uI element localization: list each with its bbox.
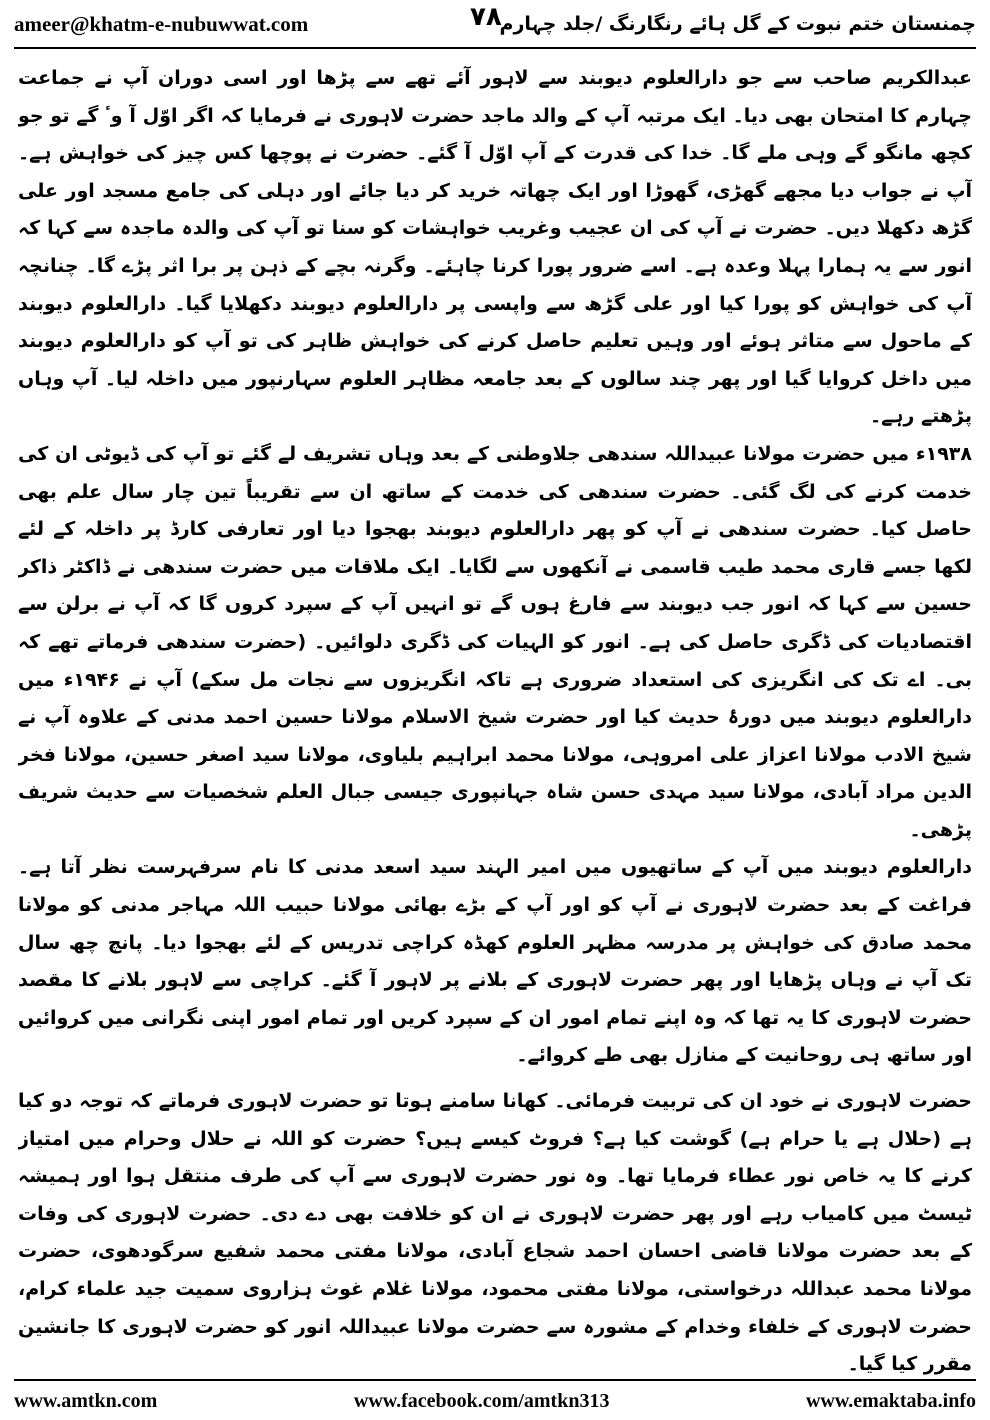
header-rule	[14, 47, 976, 49]
footer-link-emaktaba[interactable]: www.emaktaba.info	[805, 1389, 976, 1412]
footer-rule	[14, 1379, 976, 1381]
footer-link-amtkn[interactable]: www.amtkn.com	[14, 1389, 158, 1412]
book-title: چمنستان ختم نبوت کے گل ہائے رنگارنگ /جلد چہارم	[499, 13, 976, 35]
paragraph-2: ۱۹۳۸ء میں حضرت مولانا عبیداللہ سندھی جلاوطنی کے بعد وہاں تشریف لے گئے تو آپ کی ڈیوٹی ان کی خدمت کرنے کی لگ گئی۔ حضرت سندھی کی خدمت کے ساتھ ان سے تقریباً تین چار سال علم بھی حاصل کیا۔ حضرت سندھی نے آپ کو پھر دارالعلوم دیوبند بھجوا دیا اور تعارفی کارڈ پر داخلہ کے لئے لکھا جسے قاری محمد طیب قاسمی نے آنکھوں سے لگایا۔ ایک ملاقات میں حضرت سندھی نے ڈاکٹر ذاکر حسین سے کہا کہ انور جب دیوبند سے فارغ ہوں گے تو انہیں آپ کے سپرد کروں گا کہ آپ نے برلن سے اقتصادیات کی ڈگری حاصل کی ہے۔ انور کو الہیات کی ڈگری دلوائیں۔ (حضرت سندھی فرماتے تھے کہ بی۔ اے تک کی انگریزی کی استعداد ضروری ہے تاکہ انگریزوں سے نجات مل سکے) آپ نے ۱۹۴۶ء میں دارالعلوم دیوبند میں دورۂ حدیث کیا اور حضرت شیخ الاسلام مولانا حسین احمد مدنی کے علاوہ آپ نے شیخ الادب مولانا اعزاز علی امروہی، مولانا محمد ابراہیم بلیاوی، مولانا سید اصغر حسین، مولانا فخر الدین مراد آبادی، مولانا سید مہدی حسن شاہ جہانپوری جیسی جبال العلم شخصیات سے حدیث شریف پڑھی۔	[18, 442, 972, 841]
paragraph-1: عبدالکریم صاحب سے جو دارالعلوم دیوبند سے لاہور آئے تھے سے پڑھا اور اسی دوران آپ نے جماعت چہارم کا امتحان بھی دیا۔ ایک مرتبہ آپ کے والد ماجد حضرت لاہوری نے فرمایا کہ اگر اوّل آ وٴ گے تو جو کچھ مانگو گے وہی ملے گا۔ خدا کی قدرت کے آپ اوّل آ گئے۔ حضرت نے پوچھا کس چیز کی خواہش ہے۔ آپ نے جواب دیا مجھے گھڑی، گھوڑا اور ایک چھاتہ خرید کر دیا جائے اور دہلی کی جامع مسجد اور علی گڑھ دکھلا دیں۔ حضرت نے آپ کی ان عجیب وغریب خواہشات کو سنا تو آپ کی والدہ ماجدہ سے کہا کہ انور سے یہ ہمارا پہلا وعدہ ہے۔ اسے ضرور پورا کرنا چاہئے۔ وگرنہ بچے کے ذہن پر برا اثر پڑے گا۔ چنانچہ آپ کی خواہش کو پورا کیا اور علی گڑھ سے واپسی پر دارالعلوم دیوبند دکھلایا گیا۔ دارالعلوم دیوبند کے ماحول سے متاثر ہوئے اور وہیں تعلیم حاصل کرنے کی خواہش ظاہر کی تو آپ کو دارالعلوم دیوبند میں داخل کروایا گیا اور پھر چند سالوں کے بعد جامعہ مظاہر العلوم سہارنپور میں داخلہ لیا۔ آپ وہاں پڑھتے رہے۔	[18, 67, 972, 428]
paragraph-4: حضرت لاہوری نے خود ان کی تربیت فرمائی۔ کھانا سامنے ہوتا تو حضرت لاہوری فرماتے کہ توجہ دو کیا ہے (حلال ہے یا حرام ہے) گوشت کیا ہے؟ فروٹ کیسے ہیں؟ حضرت کو اللہ نے حلال وحرام میں امتیاز کرنے کا یہ خاص نور عطاء فرمایا تھا۔ وہ نور حضرت لاہوری سے آپ کی طرف منتقل ہوا اور ہمیشہ ٹیسٹ میں کامیاب رہے اور پھر حضرت لاہوری نے ان کو خلافت بھی دے دی۔ حضرت لاہوری کی وفات کے بعد حضرت مولانا قاضی احسان احمد شجاع آبادی، مولانا مفتی محمد شفیع سرگودھوی، حضرت مولانا محمد عبداللہ درخواستی، مولانا مفتی محمود، مولانا غلام غوث ہزاروی سمیت جید علماء کرام، حضرت لاہوری کے خلفاء وخدام کے مشورہ سے حضرت مولانا عبیداللہ انور کو حضرت لاہوری کا جانشین مقرر کیا گیا۔	[18, 1090, 972, 1375]
header-email: ameer@khatm-e-nubuwwat.com	[14, 11, 309, 36]
page-body	[18, 60, 972, 1375]
footer-link-facebook[interactable]: www.facebook.com/amtkn313	[353, 1389, 610, 1412]
page-footer	[14, 1386, 976, 1416]
paragraph-3: دارالعلوم دیوبند میں آپ کے ساتھیوں میں امیر الہند سید اسعد مدنی کا نام سرفہرست نظر آتا ہے۔ فراغت کے بعد حضرت لاہوری نے آپ کو اور آپ کے بڑے بھائی مولانا حبیب اللہ مہاجر مدنی کو مولانا محمد صادق کی خواہش پر مدرسہ مظہر العلوم کھڈہ کراچی تدریس کے لئے بھجوا دیا۔ پانچ چھ سال تک آپ نے وہاں پڑھایا اور پھر حضرت لاہوری کے بلانے پر لاہور آ گئے۔ کراچی سے لاہور بلانے کا مقصد حضرت لاہوری کا یہ تھا کہ وہ اپنے تمام امور ان کے سپرد کریں اور تمام امور اپنی نگرانی میں کروائیں اور ساتھ ہی روحانیت کے منازل بھی طے کروائے۔	[18, 856, 972, 1067]
page-number: ۷۸	[470, 2, 502, 32]
